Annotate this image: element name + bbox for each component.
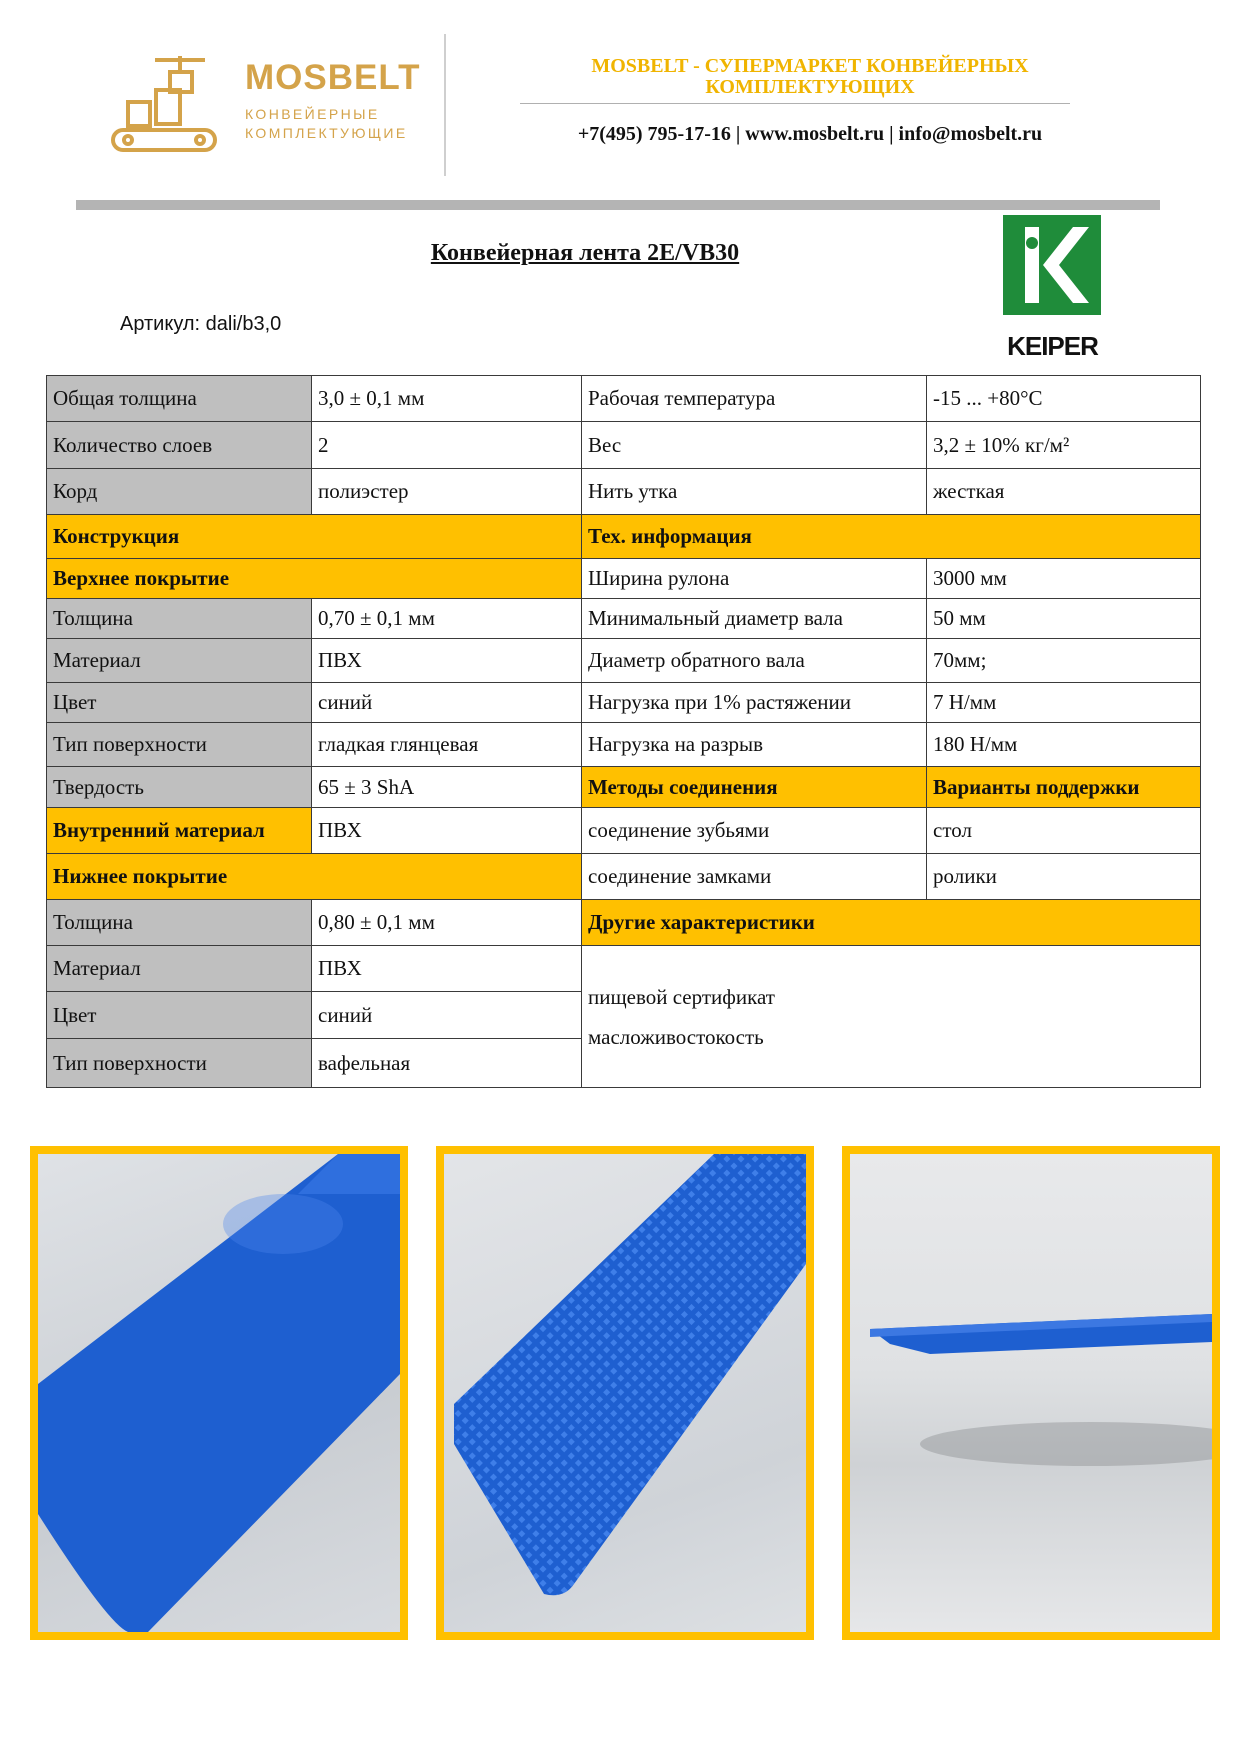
table-row [47,422,1201,469]
value-cell: соединение зубьями [582,808,927,854]
value-cell: 3000 мм [927,559,1201,599]
contacts[interactable]: +7(495) 795-17-16 | www.mosbelt.ru | info@mosbelt.ru [577,123,1043,145]
page-title: Конвейерная лента 2E/VB30 [430,240,740,266]
belt-profile-image [850,1154,1212,1632]
value-cell: полиэстер [312,469,582,515]
label-cell: Диаметр обратного вала [582,639,927,683]
photo-top-surface [30,1146,408,1640]
value-cell: 0,80 ± 0,1 мм [312,900,582,946]
photo-bottom-surface [436,1146,814,1640]
value-cell: вафельная [312,1039,582,1088]
label-cell: Корд [47,469,312,515]
value-cell: 7 Н/мм [927,683,1201,723]
label-cell: Толщина [47,599,312,639]
table-row [47,559,1201,599]
table-row [47,683,1201,723]
table-row [47,767,1201,808]
label-cell: Твердость [47,767,312,808]
keiper-logo-icon [1003,215,1101,315]
table-row [47,639,1201,683]
label-cell: Рабочая температура [582,376,927,422]
value-cell: ПВХ [312,946,582,992]
value-cell: соединение замками [582,854,927,900]
section-header: Методы соединения [582,767,927,808]
table-row [47,900,1201,946]
label-cell: Вес [582,422,927,469]
belt-waffle-image [444,1154,806,1632]
table-row [47,854,1201,900]
brand-subtitle-1: КОНВЕЙЕРНЫЕ [245,106,380,122]
section-header: Верхнее покрытие [47,559,582,599]
brand-subtitle-2: КОМПЛЕКТУЮЩИЕ [245,125,408,141]
value-cell: 3,0 ± 0,1 мм [312,376,582,422]
other-features-cell [582,946,1201,1088]
header-divider [444,34,446,176]
feature-item: пищевой сертификат [588,984,775,1009]
keiper-logo-text: KEIPER [1007,331,1098,361]
label-cell: Цвет [47,683,312,723]
value-cell: -15 ... +80°C [927,376,1201,422]
label-cell: Минимальный диаметр вала [582,599,927,639]
slogan-underline [520,103,1070,104]
label-cell: Общая толщина [47,376,312,422]
label-cell: Толщина [47,900,312,946]
label-cell: Тип поверхности [47,723,312,767]
label-cell: Цвет [47,992,312,1039]
section-header: Тех. информация [582,515,1201,559]
value-cell: 180 Н/мм [927,723,1201,767]
label-cell: Нагрузка при 1% растяжении [582,683,927,723]
value-cell: 3,2 ± 10% кг/м² [927,422,1201,469]
table-row [47,946,1201,992]
section-header: Конструкция [47,515,582,559]
slogan [520,56,1100,98]
section-header: Внутренний материал [47,808,312,854]
value-cell: ПВХ [312,808,582,854]
value-cell: ПВХ [312,639,582,683]
label-cell: Ширина рулона [582,559,927,599]
value-cell: стол [927,808,1201,854]
label-cell: Материал [47,639,312,683]
slogan-line-2: КОМПЛЕКТУЮЩИХ [705,76,915,98]
value-cell: ролики [927,854,1201,900]
table-row [47,376,1201,422]
table-row [47,723,1201,767]
value-cell: жесткая [927,469,1201,515]
value-cell: 65 ± 3 ShA [312,767,582,808]
label-cell: Нагрузка на разрыв [582,723,927,767]
table-row [47,469,1201,515]
value-cell: синий [312,683,582,723]
value-cell: 0,70 ± 0,1 мм [312,599,582,639]
value-cell: 70мм; [927,639,1201,683]
table-row [47,808,1201,854]
table-row [47,599,1201,639]
spec-table [46,375,1201,1088]
label-cell: Нить утка [582,469,927,515]
feature-item: масложивостокость [588,1024,764,1049]
header-rule [76,200,1160,210]
value-cell: 50 мм [927,599,1201,639]
belt-smooth-image [38,1154,400,1632]
brand-name: MOSBELT [245,58,421,97]
slogan-line-1: MOSBELT - СУПЕРМАРКЕТ КОНВЕЙЕРНЫХ [591,55,1029,77]
photo-side-view [842,1146,1220,1640]
label-cell: Материал [47,946,312,992]
label-cell: Количество слоев [47,422,312,469]
section-header: Варианты поддержки [927,767,1201,808]
section-header: Нижнее покрытие [47,854,582,900]
label-cell: Тип поверхности [47,1039,312,1088]
section-header: Другие характеристики [582,900,1201,946]
table-row [47,515,1201,559]
article-number: Артикул: dali/b3,0 [120,313,282,335]
value-cell: синий [312,992,582,1039]
mosbelt-logo-icon [110,50,220,155]
value-cell: 2 [312,422,582,469]
value-cell: гладкая глянцевая [312,723,582,767]
